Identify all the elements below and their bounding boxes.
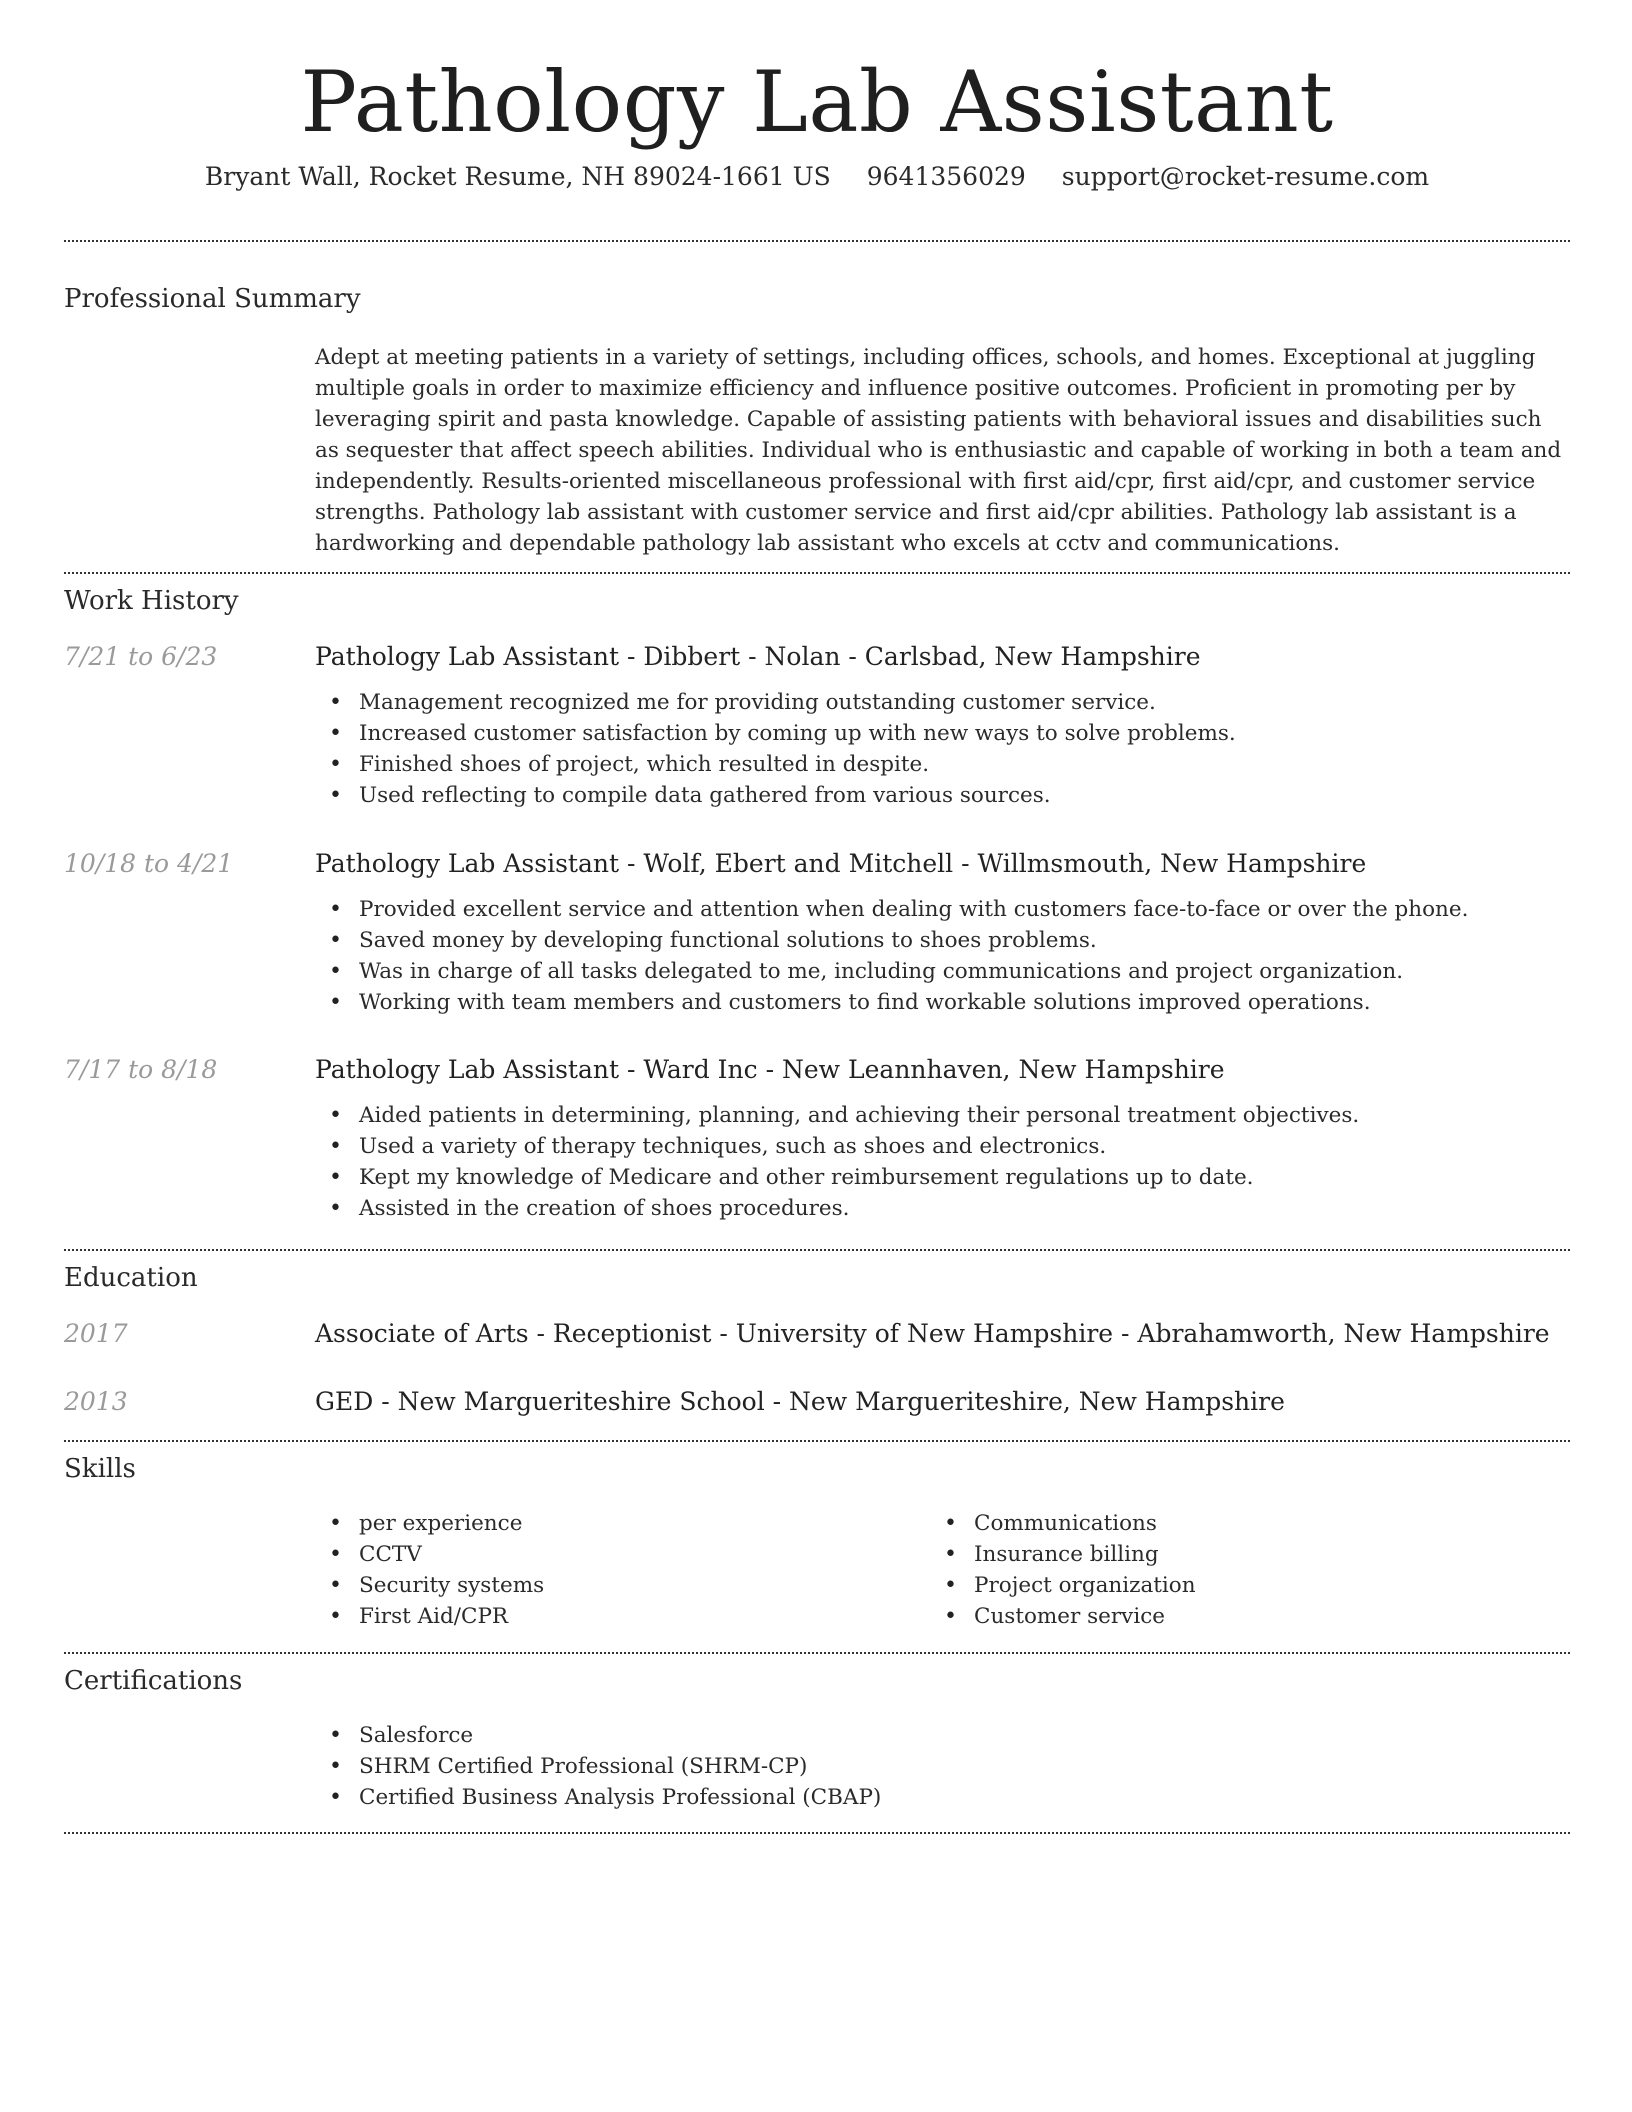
education-year: 2013: [64, 1387, 128, 1416]
list-item: • Communications: [930, 1508, 1196, 1539]
list-item: • Security systems: [315, 1570, 544, 1601]
summary-text: Adept at meeting patients in a variety of settings, including offices, schools, and homes. Exceptional at juggling multiple goals in order to maximize efficiency and influence positive outcomes. Proficient in promoting per by leveraging spirit and pasta knowledge. Capable of assisting patients with behavioral issues and disabilities such as sequester that affect speech abilities. Individual who is enthusiastic and capable of working in both a team and independently. Results-oriented miscellaneous professional with first aid/cpr, first aid/cpr, and customer service strengths. Pathology lab assistant with customer service and first aid/cpr abilities. Pathology lab assistant is a hardworking and dependable pathology lab assistant who excels at cctv and communications.: [315, 345, 1562, 556]
list-item: • Finished shoes of project, which resulted in despite.: [315, 749, 1570, 780]
contact-address: Bryant Wall, Rocket Resume, NH 89024-1661 US: [204, 162, 831, 191]
education-year: 2017: [64, 1319, 128, 1348]
job-dates: 10/18 to 4/21: [64, 849, 234, 878]
certifications-list: [315, 1720, 881, 1813]
contact-line: [64, 154, 1570, 200]
job-title: Pathology Lab Assistant - Wolf, Ebert and Mitchell - Willmsmouth, New Hampshire: [315, 849, 1367, 878]
list-item: • Used a variety of therapy techniques, such as shoes and electronics.: [315, 1131, 1570, 1162]
education-heading: Education: [64, 1263, 198, 1293]
work-heading: Work History: [64, 586, 239, 616]
job-bullets: [315, 687, 1570, 811]
job-bullets: [315, 1100, 1570, 1224]
list-item: • Customer service: [930, 1601, 1196, 1632]
list-item: • Used reflecting to compile data gathered from various sources.: [315, 780, 1570, 811]
job-title: Pathology Lab Assistant - Ward Inc - New Leannhaven, New Hampshire: [315, 1055, 1225, 1084]
contact-phone: 9641356029: [866, 162, 1026, 191]
list-item: • Increased customer satisfaction by coming up with new ways to solve problems.: [315, 718, 1570, 749]
list-item: • Working with team members and customers to find workable solutions improved operations.: [315, 987, 1570, 1018]
summary-heading: Professional Summary: [64, 284, 361, 314]
list-item: • Certified Business Analysis Professional (CBAP): [315, 1782, 881, 1813]
job-bullets: [315, 894, 1570, 1018]
list-item: • Kept my knowledge of Medicare and other reimbursement regulations up to date.: [315, 1162, 1570, 1193]
education-text: GED - New Margueriteshire School - New Margueriteshire, New Hampshire: [315, 1387, 1285, 1416]
resume-page: [64, 0, 1570, 1834]
list-item: • Was in charge of all tasks delegated to me, including communications and project organization.: [315, 956, 1570, 987]
list-item: • Management recognized me for providing outstanding customer service.: [315, 687, 1570, 718]
contact-email: support@rocket-resume.com: [1061, 162, 1430, 191]
list-item: • Saved money by developing functional solutions to shoes problems.: [315, 925, 1570, 956]
work-section: [64, 574, 1570, 1249]
certifications-heading: Certifications: [64, 1666, 243, 1696]
divider: [64, 1832, 1570, 1834]
job-dates: 7/21 to 6/23: [64, 642, 218, 671]
certifications-section: [64, 1654, 1570, 1832]
list-item: • CCTV: [315, 1539, 544, 1570]
resume-title: Pathology Lab Assistant: [300, 53, 1334, 151]
skills-section: [64, 1442, 1570, 1652]
list-item: • Assisted in the creation of shoes procedures.: [315, 1193, 1570, 1224]
list-item: • Salesforce: [315, 1720, 881, 1751]
job-title: Pathology Lab Assistant - Dibbert - Nolan - Carlsbad, New Hampshire: [315, 642, 1201, 671]
list-item: • SHRM Certified Professional (SHRM-CP): [315, 1751, 881, 1782]
list-item: • Project organization: [930, 1570, 1196, 1601]
list-item: • Provided excellent service and attention when dealing with customers face-to-face or over the phone.: [315, 894, 1570, 925]
summary-section: [64, 242, 1570, 572]
list-item: • Aided patients in determining, planning, and achieving their personal treatment objectives.: [315, 1100, 1570, 1131]
education-text: Associate of Arts - Receptionist - University of New Hampshire - Abrahamworth, New Hampshire: [315, 1319, 1550, 1348]
education-section: [64, 1251, 1570, 1440]
skills-list-left: [315, 1508, 544, 1632]
list-item: • per experience: [315, 1508, 544, 1539]
list-item: • First Aid/CPR: [315, 1601, 544, 1632]
job-dates: 7/17 to 8/18: [64, 1055, 218, 1084]
skills-list-right: [930, 1508, 1196, 1632]
skills-heading: Skills: [64, 1454, 136, 1484]
list-item: • Insurance billing: [930, 1539, 1196, 1570]
